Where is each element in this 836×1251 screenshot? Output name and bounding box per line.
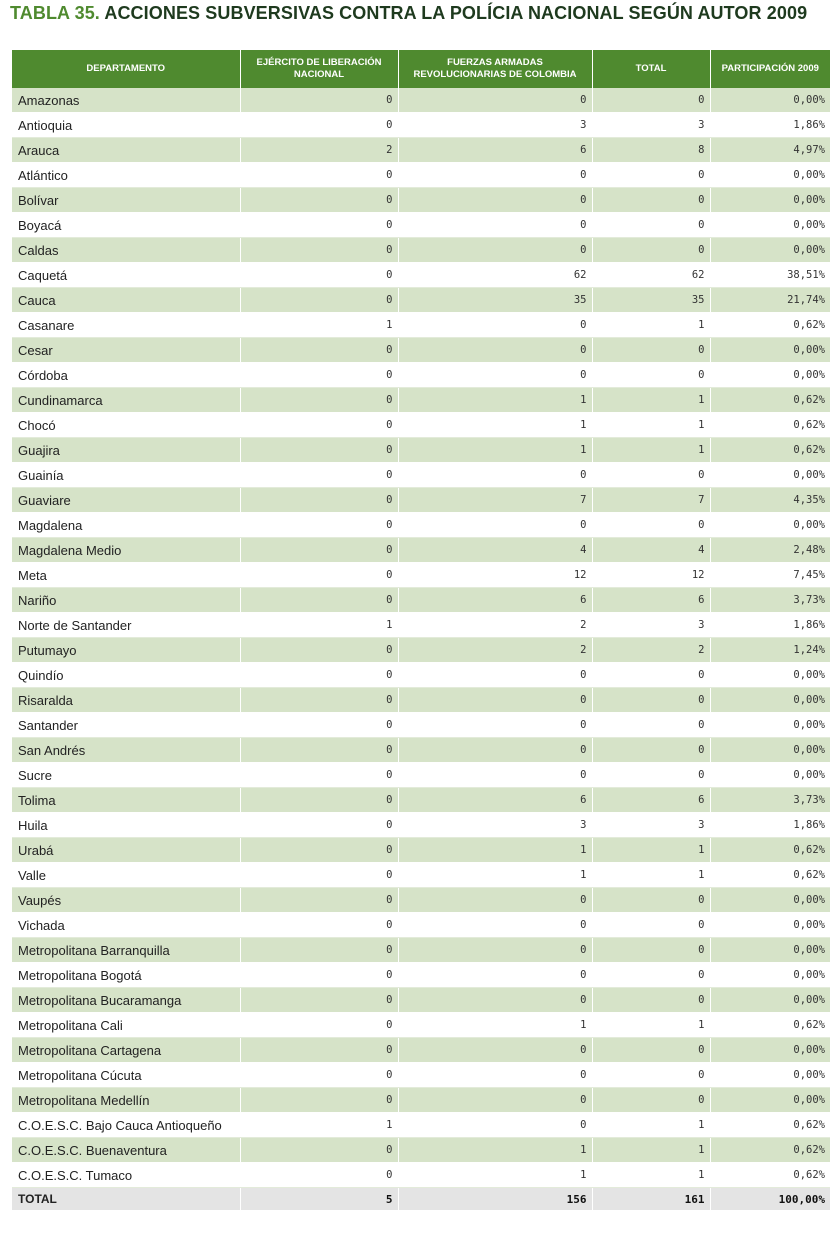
- cell-eln: 0: [240, 113, 398, 138]
- cell-participacion: 0,00%: [710, 763, 830, 788]
- table-row: [12, 188, 830, 213]
- cell-departamento: C.O.E.S.C. Tumaco: [12, 1163, 240, 1188]
- cell-eln: 0: [240, 738, 398, 763]
- cell-farc: 0: [398, 763, 592, 788]
- cell-total: 0: [592, 913, 710, 938]
- cell-total: 0: [592, 238, 710, 263]
- cell-total: 6: [592, 588, 710, 613]
- table-row: [12, 963, 830, 988]
- cell-total: 0: [592, 888, 710, 913]
- cell-departamento: Metropolitana Cartagena: [12, 1038, 240, 1063]
- cell-eln: 0: [240, 938, 398, 963]
- cell-total: 1: [592, 1138, 710, 1163]
- cell-departamento: Tolima: [12, 788, 240, 813]
- cell-participacion: 1,86%: [710, 113, 830, 138]
- cell-participacion: 0,00%: [710, 988, 830, 1013]
- column-header-farc: FUERZAS ARMADAS REVOLUCIONARIAS DE COLOMBIA: [398, 50, 592, 88]
- cell-total: 1: [592, 413, 710, 438]
- cell-departamento: Urabá: [12, 838, 240, 863]
- cell-farc: 1: [398, 1138, 592, 1163]
- cell-departamento: Vaupés: [12, 888, 240, 913]
- cell-eln: 0: [240, 788, 398, 813]
- cell-farc: 0: [398, 1038, 592, 1063]
- table-row: [12, 1063, 830, 1088]
- cell-total: 0: [592, 963, 710, 988]
- table-row: [12, 1038, 830, 1063]
- cell-total: 0: [592, 713, 710, 738]
- cell-farc: 1: [398, 838, 592, 863]
- table-row: [12, 438, 830, 463]
- cell-total: 12: [592, 563, 710, 588]
- cell-participacion: 0,00%: [710, 163, 830, 188]
- cell-participacion: 0,62%: [710, 313, 830, 338]
- cell-farc: 0: [398, 363, 592, 388]
- cell-departamento: Magdalena Medio: [12, 538, 240, 563]
- cell-participacion: 0,00%: [710, 1038, 830, 1063]
- cell-participacion: 0,00%: [710, 938, 830, 963]
- cell-departamento: Guaviare: [12, 488, 240, 513]
- cell-departamento: Córdoba: [12, 363, 240, 388]
- cell-eln: 0: [240, 263, 398, 288]
- table-row: [12, 413, 830, 438]
- cell-departamento: C.O.E.S.C. Bajo Cauca Antioqueño: [12, 1113, 240, 1138]
- cell-eln: 0: [240, 1038, 398, 1063]
- cell-total: 0: [592, 213, 710, 238]
- cell-eln: 0: [240, 188, 398, 213]
- table-row: [12, 138, 830, 163]
- table-row: [12, 388, 830, 413]
- table-row: [12, 1013, 830, 1038]
- cell-farc: 7: [398, 488, 592, 513]
- cell-departamento: Metropolitana Bogotá: [12, 963, 240, 988]
- cell-farc: 0: [398, 213, 592, 238]
- cell-departamento: Boyacá: [12, 213, 240, 238]
- table-row: [12, 288, 830, 313]
- cell-departamento: Casanare: [12, 313, 240, 338]
- cell-participacion: 0,62%: [710, 1138, 830, 1163]
- cell-participacion: 0,00%: [710, 888, 830, 913]
- cell-eln: 0: [240, 963, 398, 988]
- cell-departamento: Caquetá: [12, 263, 240, 288]
- table-header: [12, 50, 830, 88]
- table-row: [12, 588, 830, 613]
- cell-eln: 0: [240, 638, 398, 663]
- cell-total: 3: [592, 813, 710, 838]
- cell-farc: 0: [398, 688, 592, 713]
- cell-farc: 0: [398, 313, 592, 338]
- cell-farc: 1: [398, 413, 592, 438]
- totals-participacion: 100,00%: [710, 1188, 830, 1211]
- cell-departamento: Atlántico: [12, 163, 240, 188]
- cell-eln: 0: [240, 813, 398, 838]
- cell-total: 0: [592, 463, 710, 488]
- cell-eln: 0: [240, 913, 398, 938]
- cell-total: 1: [592, 838, 710, 863]
- cell-farc: 0: [398, 713, 592, 738]
- cell-total: 1: [592, 1113, 710, 1138]
- cell-eln: 0: [240, 213, 398, 238]
- table-body: [12, 88, 830, 1188]
- cell-participacion: 21,74%: [710, 288, 830, 313]
- totals-eln: 5: [240, 1188, 398, 1211]
- cell-eln: 0: [240, 513, 398, 538]
- cell-farc: 2: [398, 613, 592, 638]
- cell-participacion: 0,62%: [710, 863, 830, 888]
- cell-eln: 0: [240, 338, 398, 363]
- table-row: [12, 813, 830, 838]
- cell-total: 0: [592, 938, 710, 963]
- cell-participacion: 0,00%: [710, 738, 830, 763]
- cell-participacion: 0,00%: [710, 688, 830, 713]
- cell-farc: 0: [398, 1088, 592, 1113]
- cell-departamento: Quindío: [12, 663, 240, 688]
- column-header-eln: EJÉRCITO DE LIBERACIÓN NACIONAL: [240, 50, 398, 88]
- cell-departamento: Metropolitana Barranquilla: [12, 938, 240, 963]
- cell-eln: 0: [240, 413, 398, 438]
- table-row: [12, 838, 830, 863]
- cell-total: 0: [592, 1063, 710, 1088]
- cell-participacion: 0,00%: [710, 363, 830, 388]
- cell-departamento: Guainía: [12, 463, 240, 488]
- table-row: [12, 688, 830, 713]
- cell-participacion: 4,97%: [710, 138, 830, 163]
- cell-participacion: 0,00%: [710, 88, 830, 113]
- cell-departamento: Valle: [12, 863, 240, 888]
- cell-total: 62: [592, 263, 710, 288]
- totals-label: TOTAL: [12, 1188, 240, 1211]
- cell-total: 0: [592, 188, 710, 213]
- cell-participacion: 0,00%: [710, 963, 830, 988]
- cell-participacion: 0,00%: [710, 713, 830, 738]
- cell-eln: 0: [240, 488, 398, 513]
- cell-eln: 0: [240, 863, 398, 888]
- cell-total: 0: [592, 688, 710, 713]
- cell-participacion: 0,00%: [710, 1063, 830, 1088]
- cell-departamento: C.O.E.S.C. Buenaventura: [12, 1138, 240, 1163]
- cell-participacion: 0,00%: [710, 188, 830, 213]
- table-row: [12, 338, 830, 363]
- cell-participacion: 0,00%: [710, 238, 830, 263]
- cell-eln: 0: [240, 438, 398, 463]
- cell-farc: 12: [398, 563, 592, 588]
- cell-departamento: Vichada: [12, 913, 240, 938]
- cell-farc: 0: [398, 1063, 592, 1088]
- cell-farc: 1: [398, 1013, 592, 1038]
- cell-eln: 0: [240, 588, 398, 613]
- table-row: [12, 863, 830, 888]
- cell-departamento: Metropolitana Cali: [12, 1013, 240, 1038]
- table-number-label: TABLA 35.: [10, 3, 100, 23]
- cell-participacion: 3,73%: [710, 588, 830, 613]
- cell-departamento: Chocó: [12, 413, 240, 438]
- cell-departamento: Norte de Santander: [12, 613, 240, 638]
- cell-farc: 0: [398, 888, 592, 913]
- cell-departamento: Putumayo: [12, 638, 240, 663]
- cell-participacion: 1,86%: [710, 613, 830, 638]
- cell-total: 2: [592, 638, 710, 663]
- cell-farc: 0: [398, 338, 592, 363]
- cell-participacion: 0,62%: [710, 1163, 830, 1188]
- cell-farc: 0: [398, 163, 592, 188]
- cell-participacion: 1,86%: [710, 813, 830, 838]
- cell-farc: 6: [398, 138, 592, 163]
- cell-eln: 0: [240, 288, 398, 313]
- cell-eln: 0: [240, 713, 398, 738]
- cell-farc: 0: [398, 88, 592, 113]
- cell-participacion: 0,00%: [710, 513, 830, 538]
- table-title-text: ACCIONES SUBVERSIVAS CONTRA LA POLÍCIA NACIONAL SEGÚN AUTOR 2009: [99, 3, 808, 23]
- cell-farc: 0: [398, 238, 592, 263]
- table-row: [12, 488, 830, 513]
- cell-eln: 0: [240, 988, 398, 1013]
- cell-departamento: Santander: [12, 713, 240, 738]
- cell-farc: 0: [398, 938, 592, 963]
- cell-total: 4: [592, 538, 710, 563]
- cell-total: 35: [592, 288, 710, 313]
- cell-total: 0: [592, 763, 710, 788]
- cell-eln: 1: [240, 1113, 398, 1138]
- cell-farc: 3: [398, 113, 592, 138]
- table-row: [12, 238, 830, 263]
- table-row: [12, 788, 830, 813]
- table-row: [12, 213, 830, 238]
- cell-total: 3: [592, 113, 710, 138]
- cell-farc: 0: [398, 963, 592, 988]
- cell-eln: 0: [240, 88, 398, 113]
- cell-participacion: 0,00%: [710, 213, 830, 238]
- cell-eln: 0: [240, 1163, 398, 1188]
- cell-participacion: 0,62%: [710, 838, 830, 863]
- cell-participacion: 0,62%: [710, 1113, 830, 1138]
- cell-farc: 4: [398, 538, 592, 563]
- cell-total: 1: [592, 863, 710, 888]
- cell-departamento: Metropolitana Cúcuta: [12, 1063, 240, 1088]
- cell-departamento: Guajira: [12, 438, 240, 463]
- cell-eln: 0: [240, 238, 398, 263]
- cell-farc: 62: [398, 263, 592, 288]
- cell-participacion: 0,62%: [710, 438, 830, 463]
- table-row: [12, 663, 830, 688]
- cell-farc: 0: [398, 738, 592, 763]
- cell-total: 0: [592, 1038, 710, 1063]
- table-row: [12, 313, 830, 338]
- cell-total: 0: [592, 363, 710, 388]
- table-row: [12, 763, 830, 788]
- cell-total: 0: [592, 1088, 710, 1113]
- table-row: [12, 1088, 830, 1113]
- cell-farc: 1: [398, 1163, 592, 1188]
- cell-eln: 0: [240, 688, 398, 713]
- totals-row: [12, 1188, 830, 1211]
- table-row: [12, 263, 830, 288]
- cell-farc: 6: [398, 588, 592, 613]
- cell-participacion: 4,35%: [710, 488, 830, 513]
- cell-departamento: Caldas: [12, 238, 240, 263]
- cell-farc: 6: [398, 788, 592, 813]
- page-title: [10, 3, 807, 24]
- totals-farc: 156: [398, 1188, 592, 1211]
- cell-total: 0: [592, 338, 710, 363]
- table-row: [12, 1163, 830, 1188]
- cell-eln: 1: [240, 613, 398, 638]
- cell-participacion: 1,24%: [710, 638, 830, 663]
- cell-total: 1: [592, 438, 710, 463]
- cell-eln: 0: [240, 1063, 398, 1088]
- cell-participacion: 0,62%: [710, 413, 830, 438]
- cell-total: 0: [592, 163, 710, 188]
- table-row: [12, 113, 830, 138]
- cell-participacion: 2,48%: [710, 538, 830, 563]
- table-row: [12, 713, 830, 738]
- table-footer: [12, 1188, 830, 1211]
- cell-participacion: 0,00%: [710, 463, 830, 488]
- cell-eln: 0: [240, 663, 398, 688]
- table-row: [12, 1113, 830, 1138]
- table-row: [12, 613, 830, 638]
- cell-eln: 0: [240, 388, 398, 413]
- cell-total: 1: [592, 388, 710, 413]
- cell-farc: 0: [398, 513, 592, 538]
- table-row: [12, 163, 830, 188]
- cell-departamento: Magdalena: [12, 513, 240, 538]
- cell-total: 0: [592, 513, 710, 538]
- table-row: [12, 88, 830, 113]
- table-row: [12, 1138, 830, 1163]
- cell-participacion: 38,51%: [710, 263, 830, 288]
- cell-total: 0: [592, 663, 710, 688]
- cell-total: 1: [592, 1163, 710, 1188]
- data-table: [12, 50, 830, 1211]
- cell-participacion: 0,62%: [710, 388, 830, 413]
- cell-eln: 0: [240, 538, 398, 563]
- cell-participacion: 3,73%: [710, 788, 830, 813]
- cell-departamento: Metropolitana Medellín: [12, 1088, 240, 1113]
- table-row: [12, 538, 830, 563]
- cell-departamento: Huila: [12, 813, 240, 838]
- cell-total: 3: [592, 613, 710, 638]
- cell-farc: 2: [398, 638, 592, 663]
- cell-eln: 0: [240, 163, 398, 188]
- cell-eln: 0: [240, 888, 398, 913]
- cell-farc: 0: [398, 188, 592, 213]
- cell-participacion: 0,62%: [710, 1013, 830, 1038]
- cell-departamento: Nariño: [12, 588, 240, 613]
- cell-departamento: Antioquia: [12, 113, 240, 138]
- cell-departamento: Bolívar: [12, 188, 240, 213]
- cell-departamento: Cauca: [12, 288, 240, 313]
- cell-eln: 0: [240, 1013, 398, 1038]
- cell-participacion: 7,45%: [710, 563, 830, 588]
- cell-farc: 0: [398, 988, 592, 1013]
- table-row: [12, 738, 830, 763]
- totals-total: 161: [592, 1188, 710, 1211]
- cell-participacion: 0,00%: [710, 913, 830, 938]
- cell-farc: 0: [398, 463, 592, 488]
- cell-eln: 0: [240, 363, 398, 388]
- cell-departamento: Cesar: [12, 338, 240, 363]
- cell-eln: 0: [240, 838, 398, 863]
- cell-farc: 0: [398, 1113, 592, 1138]
- cell-total: 6: [592, 788, 710, 813]
- cell-total: 1: [592, 1013, 710, 1038]
- cell-participacion: 0,00%: [710, 338, 830, 363]
- cell-farc: 3: [398, 813, 592, 838]
- cell-farc: 0: [398, 663, 592, 688]
- cell-eln: 2: [240, 138, 398, 163]
- cell-eln: 0: [240, 763, 398, 788]
- cell-total: 0: [592, 988, 710, 1013]
- cell-total: 7: [592, 488, 710, 513]
- cell-eln: 0: [240, 1138, 398, 1163]
- cell-farc: 1: [398, 388, 592, 413]
- cell-farc: 35: [398, 288, 592, 313]
- cell-eln: 1: [240, 313, 398, 338]
- cell-departamento: Metropolitana Bucaramanga: [12, 988, 240, 1013]
- cell-departamento: Cundinamarca: [12, 388, 240, 413]
- column-header-total: TOTAL: [592, 50, 710, 88]
- cell-eln: 0: [240, 1088, 398, 1113]
- cell-departamento: Arauca: [12, 138, 240, 163]
- cell-participacion: 0,00%: [710, 1088, 830, 1113]
- cell-total: 1: [592, 313, 710, 338]
- cell-participacion: 0,00%: [710, 663, 830, 688]
- cell-total: 0: [592, 88, 710, 113]
- table-row: [12, 463, 830, 488]
- table-row: [12, 988, 830, 1013]
- table-row: [12, 888, 830, 913]
- table-row: [12, 913, 830, 938]
- table-row: [12, 938, 830, 963]
- cell-farc: 1: [398, 438, 592, 463]
- table-row: [12, 638, 830, 663]
- cell-farc: 1: [398, 863, 592, 888]
- cell-departamento: Risaralda: [12, 688, 240, 713]
- cell-departamento: Meta: [12, 563, 240, 588]
- cell-total: 8: [592, 138, 710, 163]
- column-header-participacion: PARTICIPACIÓN 2009: [710, 50, 830, 88]
- cell-departamento: San Andrés: [12, 738, 240, 763]
- cell-departamento: Amazonas: [12, 88, 240, 113]
- column-header-departamento: DEPARTAMENTO: [12, 50, 240, 88]
- cell-farc: 0: [398, 913, 592, 938]
- cell-eln: 0: [240, 563, 398, 588]
- cell-total: 0: [592, 738, 710, 763]
- table-row: [12, 563, 830, 588]
- cell-eln: 0: [240, 463, 398, 488]
- table-row: [12, 513, 830, 538]
- cell-departamento: Sucre: [12, 763, 240, 788]
- table-row: [12, 363, 830, 388]
- header-row: [12, 50, 830, 88]
